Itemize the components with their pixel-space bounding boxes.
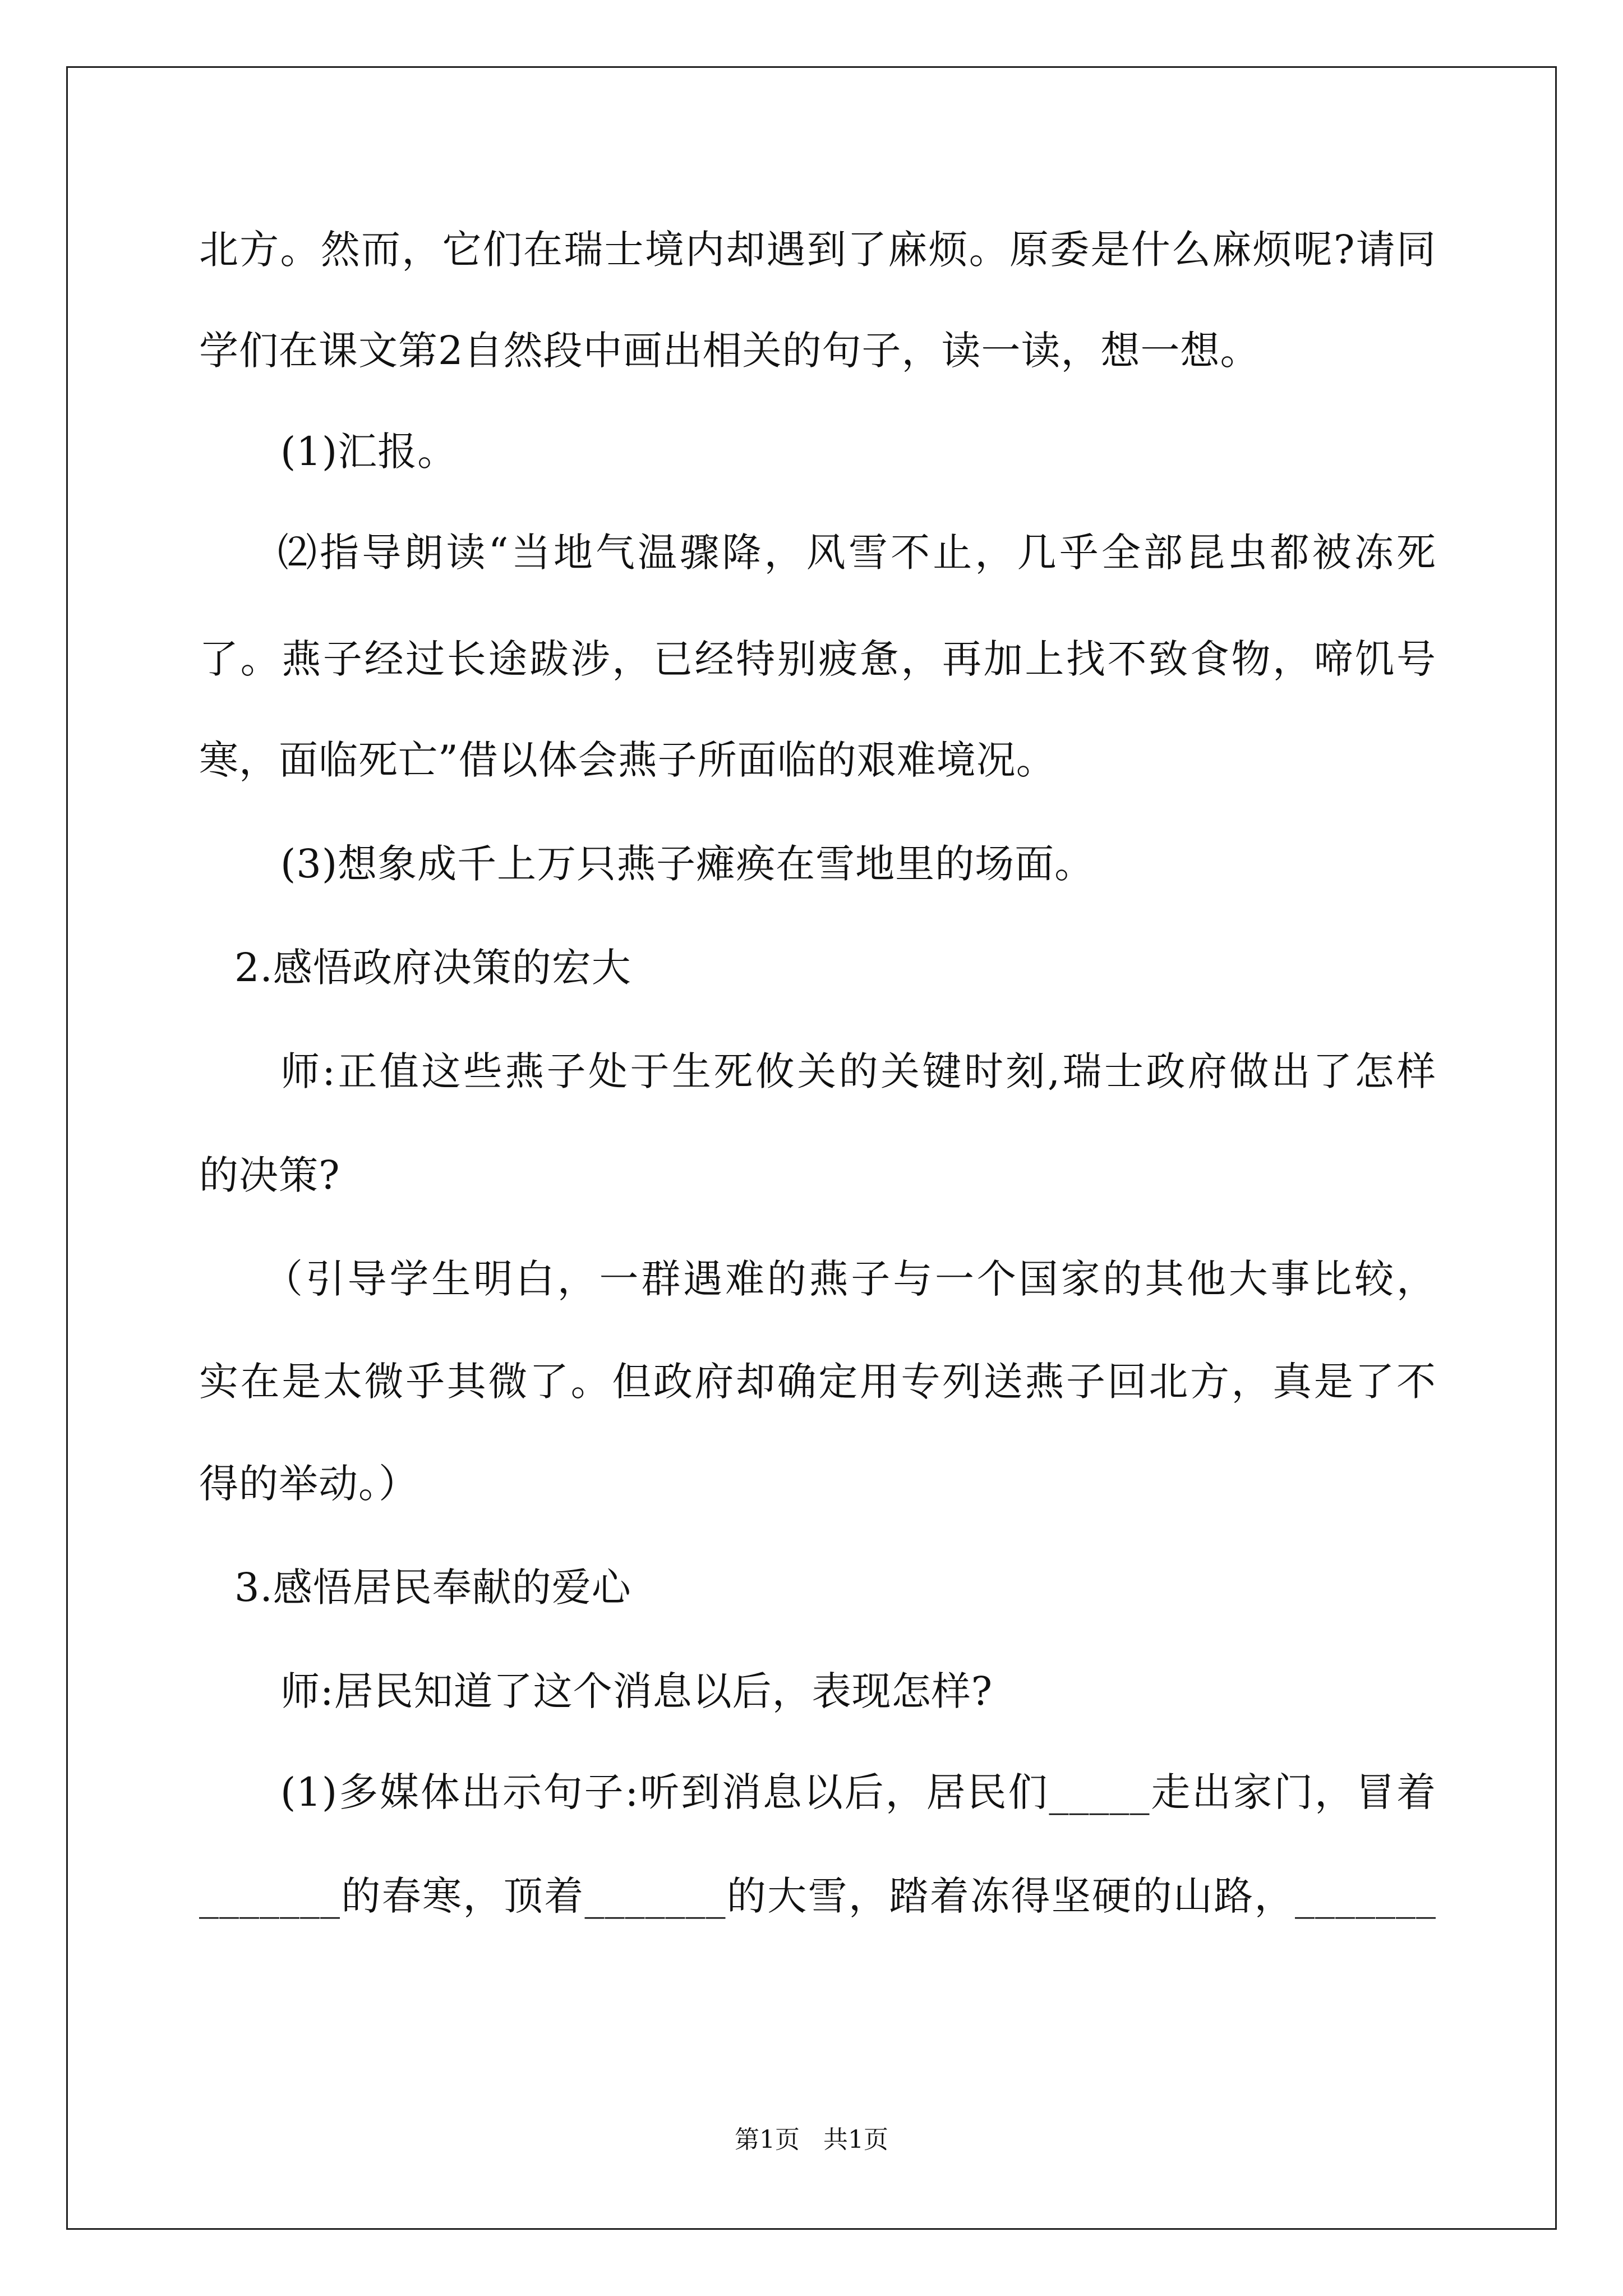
text-line: ⑵指导朗读“当地气温骤降，风雪不止，几乎全部昆虫都被冻死 [278, 530, 1436, 576]
text-line: 师:正值这些燕子处于生死攸关的关键时刻,瑞士政府做出了怎样 [280, 1048, 1436, 1094]
section-heading: 3.感悟居民奉献的爱心 [234, 1565, 631, 1611]
text-line: 师:居民知道了这个消息以后，表现怎样? [280, 1668, 993, 1714]
text-line: 得的举动。） [199, 1461, 418, 1507]
text-line: 学们在课文第2自然段中画出相关的句子，读一读，想一想。 [199, 328, 1260, 374]
text-line: 实在是太微乎其微了。但政府却确定用专列送燕子回北方，真是了不 [199, 1359, 1436, 1405]
text-line: 北方。然而，它们在瑞士境内却遇到了麻烦。原委是什么麻烦呢?请同 [199, 227, 1436, 273]
text-line: _______的春寒，顶着_______的大雪，踏着冻得坚硬的山路，_______ [199, 1873, 1436, 1919]
text-line: 寒，面临死亡”借以体会燕子所面临的艰难境况。 [199, 737, 1056, 783]
text-line: 的决策? [199, 1152, 340, 1198]
text-line: (1)汇报。 [280, 429, 458, 475]
text-line: (3)想象成千上万只燕子瘫痪在雪地里的场面。 [280, 841, 1095, 887]
section-heading: 2.感悟政府决策的宏大 [234, 945, 631, 991]
text-line: (1)多媒体出示句子:听到消息以后，居民们_____走出家门，冒着 [280, 1769, 1436, 1815]
text-line: （引导学生明白，一群遇难的燕子与一个国家的其他大事比较， [264, 1256, 1436, 1302]
text-line: 了。燕子经过长途跋涉，已经特别疲惫，再加上找不致食物，啼饥号 [199, 636, 1436, 682]
page-footer: 第1页 共1页 [735, 2125, 888, 2154]
